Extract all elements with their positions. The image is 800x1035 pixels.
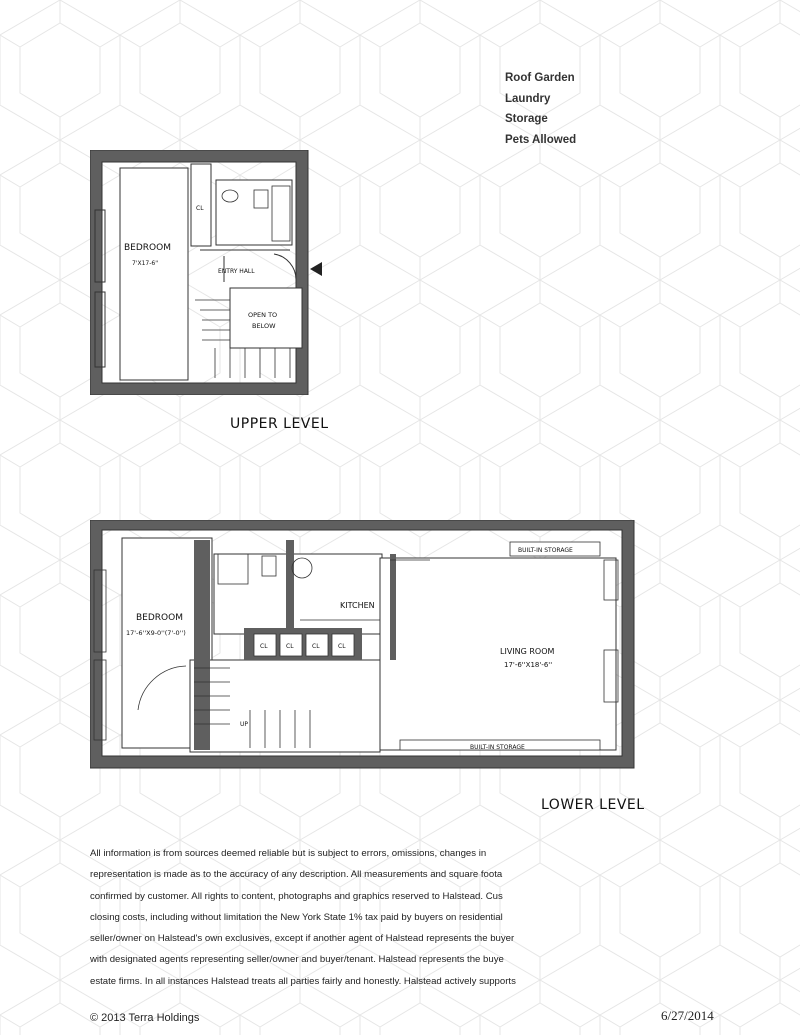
disclaimer-line: estate firms. In all instances Halstead treats all parties fairly and honestly. Halstead actively supports (90, 975, 516, 987)
builtin-storage-label: BUILT-IN STORAGE (518, 547, 573, 554)
bedroom-dims: 7'X17-6'' (132, 260, 159, 267)
living-room-label: LIVING ROOM (500, 647, 555, 656)
closet-label: CL (260, 643, 268, 650)
disclaimer-line: representation is made as to the accuracy of any description. All measurements and square foota (90, 869, 503, 881)
entry-hall-label: ENTRY HALL (218, 268, 255, 275)
amenities-list (505, 68, 576, 150)
kitchen-label: KITCHEN (340, 601, 375, 610)
lower-level-floorplan (90, 520, 635, 770)
upper-level-title: UPPER LEVEL (230, 416, 329, 432)
lower-level-title: LOWER LEVEL (541, 797, 645, 813)
living-room-dims: 17'-6''X18'-6'' (504, 661, 553, 669)
disclaimer-text (90, 843, 526, 992)
bedroom-label: BEDROOM (136, 613, 183, 623)
amenity-item: Storage (505, 113, 548, 125)
disclaimer-line: seller/owner on Halstead's own exclusives, except if another agent of Halstead represents the buyer (90, 933, 515, 945)
closet-label: CL (312, 643, 320, 650)
copyright-text: © 2013 Terra Holdings (90, 1012, 200, 1024)
stairs-up-label: UP (240, 721, 249, 728)
amenity-item: Pets Allowed (505, 133, 577, 146)
disclaimer-line: closing costs, including without limitation the New York State 1% tax paid by buyers on residential (90, 911, 503, 923)
amenity-item: Laundry (505, 92, 551, 105)
upper-level-floorplan (90, 150, 330, 395)
disclaimer-line: All information is from sources deemed reliable but is subject to errors, omissions, changes in (90, 848, 487, 859)
closet-label: CL (286, 643, 294, 650)
bedroom-dims: 17'-6''X9-0''(7'-0'') (126, 629, 186, 637)
closet-label: CL (338, 643, 346, 650)
amenity-item: Roof Garden (505, 72, 575, 84)
print-date: 6/27/2014 (661, 1008, 714, 1023)
disclaimer-line: with designated agents representing seller/owner and buyer/tenant. Halstead represents the buye (90, 954, 504, 966)
open-to-below-label: OPEN TO (248, 311, 278, 319)
bedroom-label: BEDROOM (124, 243, 171, 253)
open-to-below-label: BELOW (252, 322, 276, 330)
disclaimer-line: confirmed by customer. All rights to content, photographs and graphics reserved to Halstead. Cus (90, 890, 503, 902)
builtin-storage-label: BUILT-IN STORAGE (470, 744, 525, 751)
closet-label: CL (196, 205, 204, 212)
